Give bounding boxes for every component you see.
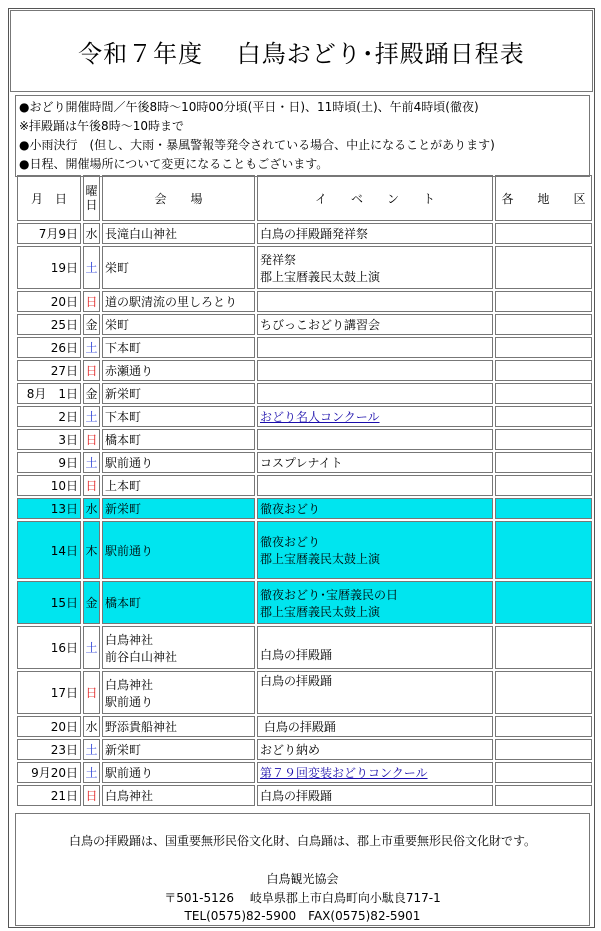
event-line — [260, 632, 490, 646]
event-line: 郡上宝暦義民太鼓上演 — [260, 269, 381, 284]
row-day-of-week: 日 — [83, 429, 100, 450]
row-date: 10日 — [17, 475, 81, 496]
venue-line: 橋本町 — [105, 433, 142, 447]
event-line: ちびっこおどり講習会 — [260, 318, 381, 332]
venue-line: 駅前通り — [105, 694, 154, 709]
event-link[interactable]: おどり名人コンクール — [260, 410, 380, 424]
row-day-of-week: 日 — [83, 291, 100, 312]
row-region — [495, 383, 592, 404]
row-day-of-week: 土 — [83, 626, 100, 669]
row-region — [495, 671, 592, 714]
table-row — [17, 360, 592, 381]
row-region — [495, 581, 592, 624]
event-line: 郡上宝暦義民太鼓上演 — [260, 552, 381, 566]
table-row — [17, 785, 592, 806]
row-region — [495, 360, 592, 381]
row-day-of-week: 金 — [83, 383, 100, 404]
venue-line: 新栄町 — [105, 387, 142, 401]
table-row — [17, 246, 592, 289]
note-line: ●おどり開催時間／午後8時～10時00分頃(平日・日)、11時頃(土)、午前4時頃(徹夜) — [19, 100, 479, 114]
row-date: 20日 — [17, 716, 81, 737]
table-row — [17, 671, 592, 714]
header-region: 各 地 区 — [495, 175, 592, 221]
row-date: 20日 — [17, 291, 81, 312]
row-event — [257, 452, 493, 473]
row-region — [495, 452, 592, 473]
footer-contact: TEL(0575)82-5900 FAX(0575)82-5901 — [184, 909, 421, 923]
row-venue — [102, 246, 255, 289]
row-event — [257, 739, 493, 760]
row-event — [257, 406, 493, 427]
table-row — [17, 626, 592, 669]
venue-line: 栄町 — [105, 318, 130, 332]
event-line: 徹夜おどり･宝暦義民の日 — [260, 587, 399, 602]
table-row — [17, 716, 592, 737]
header-venue: 会 場 — [102, 175, 255, 221]
row-region — [495, 762, 592, 783]
row-date: 27日 — [17, 360, 81, 381]
table-row — [17, 337, 592, 358]
venue-line: 上本町 — [105, 479, 142, 493]
row-venue — [102, 337, 255, 358]
venue-line: 下本町 — [105, 410, 142, 424]
note-line: ※拝殿踊は午後8時～10時まで — [19, 119, 184, 133]
row-venue — [102, 762, 255, 783]
row-date: 23日 — [17, 739, 81, 760]
venue-line: 栄町 — [105, 261, 130, 275]
row-event — [257, 581, 493, 624]
footer-note: 白鳥の拝殿踊は、国重要無形民俗文化財、白鳥踊は、郡上市重要無形民俗文化財です。 — [68, 834, 537, 848]
row-region — [495, 246, 592, 289]
row-region — [495, 223, 592, 244]
row-day-of-week: 金 — [83, 314, 100, 335]
table-row — [17, 383, 592, 404]
row-event — [257, 429, 493, 450]
row-venue — [102, 498, 255, 519]
row-venue — [102, 475, 255, 496]
row-date: 14日 — [17, 521, 81, 579]
row-event — [257, 498, 493, 519]
page-title: 令和７年度 白鳥おどり･拝殿踊日程表 — [10, 10, 593, 92]
row-venue — [102, 452, 255, 473]
row-date: 8月 1日 — [17, 383, 81, 404]
venue-line: 橋本町 — [105, 596, 142, 610]
table-header-row — [17, 175, 592, 221]
note-line: ●日程、開催場所について変更になることもございます。 — [19, 157, 329, 171]
row-date: 25日 — [17, 314, 81, 335]
row-day-of-week: 日 — [83, 785, 100, 806]
venue-line: 駅前通り — [105, 766, 154, 780]
row-event — [257, 360, 493, 381]
row-venue — [102, 223, 255, 244]
footer-address: 〒501-5126 岐阜県郡上市白鳥町向小駄良717-1 — [164, 891, 441, 905]
row-date: 26日 — [17, 337, 81, 358]
footer-box — [15, 813, 590, 926]
row-event — [257, 521, 493, 579]
table-row — [17, 314, 592, 335]
venue-line: 駅前通り — [105, 543, 154, 558]
row-region — [495, 626, 592, 669]
row-region — [495, 475, 592, 496]
row-venue — [102, 383, 255, 404]
event-line: コスプレナイト — [260, 456, 343, 470]
row-day-of-week: 土 — [83, 246, 100, 289]
row-region — [495, 785, 592, 806]
table-row — [17, 475, 592, 496]
event-line: おどり納め — [260, 743, 321, 757]
venue-line: 新栄町 — [105, 743, 142, 757]
table-row — [17, 739, 592, 760]
row-event — [257, 291, 493, 312]
table-row — [17, 406, 592, 427]
row-event — [257, 671, 493, 714]
venue-line: 白鳥神社 — [105, 677, 154, 692]
table-row — [17, 291, 592, 312]
row-day-of-week: 日 — [83, 475, 100, 496]
event-line: 白鳥の拝殿踊 — [260, 674, 333, 688]
row-day-of-week: 土 — [83, 406, 100, 427]
row-region — [495, 739, 592, 760]
row-date: 3日 — [17, 429, 81, 450]
table-row — [17, 521, 592, 579]
event-line: 白鳥の拝殿踊 — [260, 648, 333, 662]
row-region — [495, 337, 592, 358]
row-venue — [102, 360, 255, 381]
row-date: 2日 — [17, 406, 81, 427]
row-day-of-week: 土 — [83, 762, 100, 783]
event-line: 郡上宝暦義民太鼓上演 — [260, 604, 381, 619]
row-day-of-week: 土 — [83, 452, 100, 473]
venue-line: 新栄町 — [105, 502, 142, 516]
row-date: 21日 — [17, 785, 81, 806]
event-line: 発祥祭 — [260, 252, 297, 267]
row-day-of-week: 土 — [83, 337, 100, 358]
row-event — [257, 626, 493, 669]
row-event — [257, 337, 493, 358]
row-region — [495, 314, 592, 335]
row-day-of-week: 日 — [83, 360, 100, 381]
event-link[interactable]: 第７９回変装おどりコンクール — [260, 766, 428, 780]
row-venue — [102, 716, 255, 737]
row-day-of-week: 水 — [83, 716, 100, 737]
venue-line: 長滝白山神社 — [105, 227, 178, 241]
row-date: 9日 — [17, 452, 81, 473]
row-event — [257, 383, 493, 404]
header-event: イ ベ ン ト — [257, 175, 493, 221]
row-venue — [102, 406, 255, 427]
row-date: 17日 — [17, 671, 81, 714]
row-date: 7月9日 — [17, 223, 81, 244]
row-event — [257, 314, 493, 335]
row-day-of-week: 木 — [83, 521, 100, 579]
row-region — [495, 521, 592, 579]
row-venue — [102, 314, 255, 335]
event-line: 白鳥の拝殿踊発祥祭 — [260, 227, 369, 241]
table-row — [17, 223, 592, 244]
row-venue — [102, 671, 255, 714]
table-row — [17, 452, 592, 473]
row-venue — [102, 785, 255, 806]
venue-line: 赤瀬通り — [105, 364, 154, 378]
row-venue — [102, 739, 255, 760]
event-line: 白鳥の拝殿踊 — [260, 789, 333, 803]
venue-line: 下本町 — [105, 341, 142, 355]
row-region — [495, 498, 592, 519]
row-venue — [102, 429, 255, 450]
venue-line: 白鳥神社 — [105, 789, 154, 803]
table-row — [17, 581, 592, 624]
row-date: 16日 — [17, 626, 81, 669]
event-line: 徹夜おどり — [260, 535, 321, 549]
row-date: 13日 — [17, 498, 81, 519]
row-event — [257, 246, 493, 289]
venue-line: 道の駅清流の里しろとり — [105, 295, 238, 309]
row-venue — [102, 291, 255, 312]
notes-box — [15, 95, 590, 177]
row-event — [257, 716, 493, 737]
table-row — [17, 498, 592, 519]
page-frame — [8, 8, 595, 928]
table-row — [17, 429, 592, 450]
row-day-of-week: 金 — [83, 581, 100, 624]
venue-line: 野添貴船神社 — [105, 720, 178, 734]
row-date: 9月20日 — [17, 762, 81, 783]
header-dow: 曜日 — [83, 175, 100, 221]
row-event — [257, 785, 493, 806]
event-line: 白鳥の拝殿踊 — [260, 720, 336, 734]
header-date: 月 日 — [17, 175, 81, 221]
row-date: 19日 — [17, 246, 81, 289]
row-date: 15日 — [17, 581, 81, 624]
venue-line: 前谷白山神社 — [105, 649, 178, 664]
row-region — [495, 429, 592, 450]
row-day-of-week: 土 — [83, 739, 100, 760]
event-line: 徹夜おどり — [260, 502, 321, 516]
venue-line: 駅前通り — [105, 456, 154, 470]
venue-line: 白鳥神社 — [105, 632, 154, 647]
row-venue — [102, 521, 255, 579]
row-event — [257, 762, 493, 783]
schedule-table — [15, 173, 594, 808]
footer-org: 白鳥観光協会 — [266, 872, 339, 886]
row-region — [495, 291, 592, 312]
note-line: ●小雨決行 (但し、大雨・暴風警報等発令されている場合、中止になることがあります) — [19, 138, 495, 152]
row-day-of-week: 水 — [83, 498, 100, 519]
row-day-of-week: 水 — [83, 223, 100, 244]
row-event — [257, 223, 493, 244]
row-region — [495, 716, 592, 737]
row-venue — [102, 626, 255, 669]
row-region — [495, 406, 592, 427]
row-event — [257, 475, 493, 496]
table-row — [17, 762, 592, 783]
row-venue — [102, 581, 255, 624]
row-day-of-week: 日 — [83, 671, 100, 714]
